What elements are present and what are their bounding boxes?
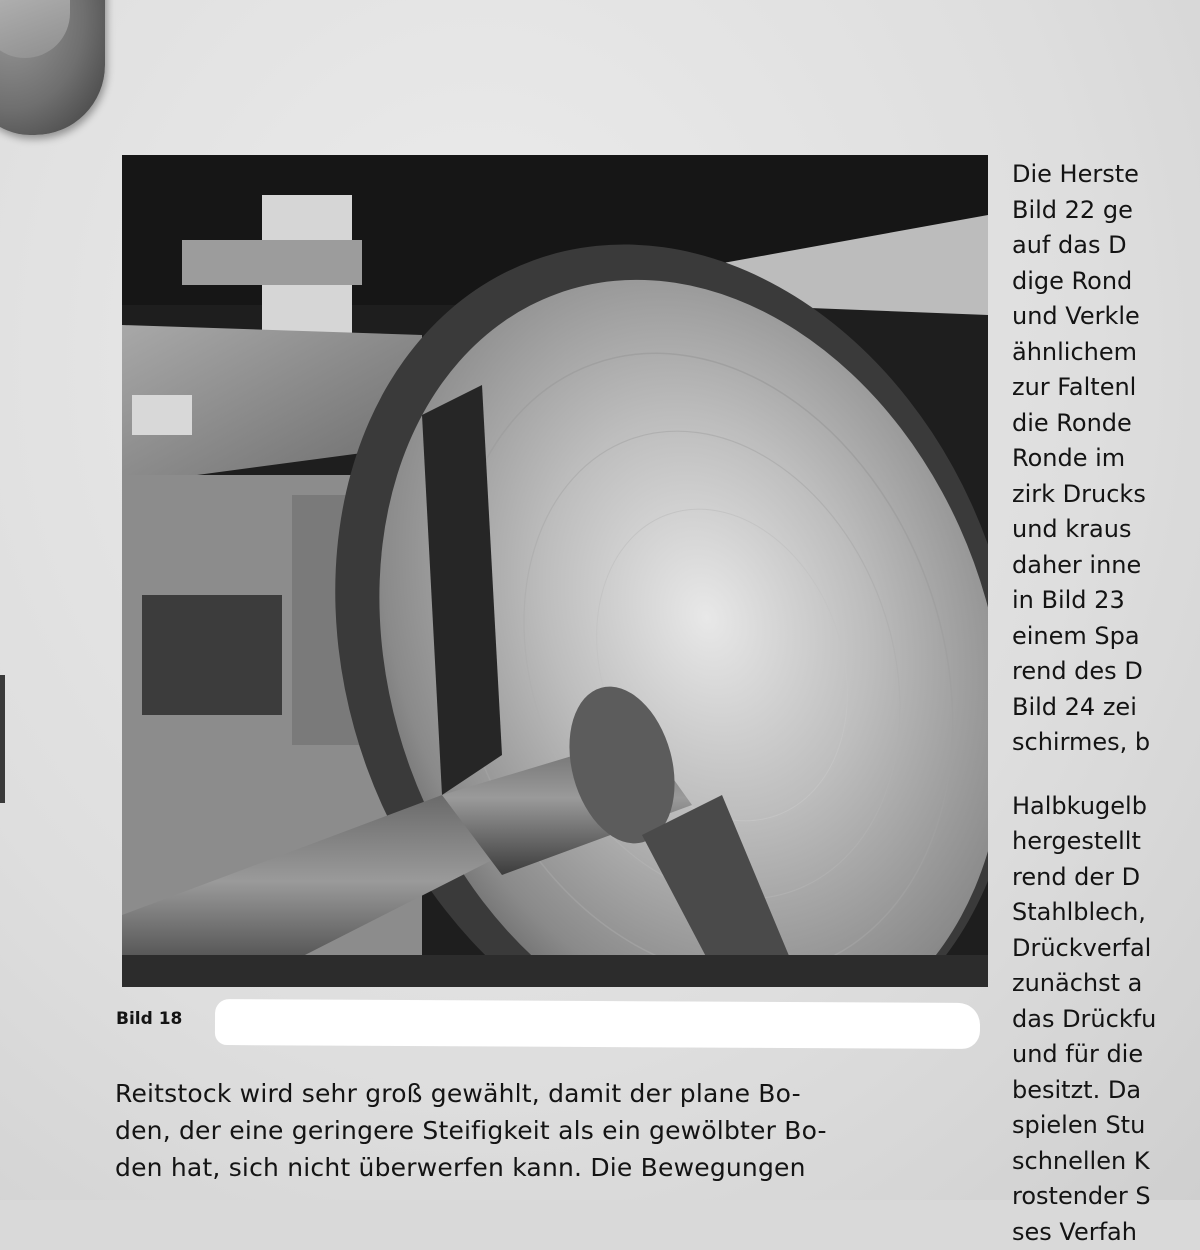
thumb: [0, 0, 105, 135]
column-line: daher inne: [1012, 548, 1200, 584]
column-line: Die Herste: [1012, 157, 1200, 193]
column-line: und Verkle: [1012, 299, 1200, 335]
column-line: schnellen K: [1012, 1144, 1200, 1180]
column-line: zirk Drucks: [1012, 477, 1200, 513]
column-line: Ronde im: [1012, 441, 1200, 477]
column-line: einem Spa: [1012, 619, 1200, 655]
column-line: in Bild 23: [1012, 583, 1200, 619]
column-line: Drückverfal: [1012, 931, 1200, 967]
column-line: das Drückfu: [1012, 1002, 1200, 1038]
photo-metal-spinning-machine: [122, 155, 988, 987]
column-line: und kraus: [1012, 512, 1200, 548]
column-line: auf das D: [1012, 228, 1200, 264]
paragraph-gap: [1012, 761, 1200, 789]
figure-caption-label: Bild 18: [116, 1009, 182, 1029]
column-line: und für die: [1012, 1037, 1200, 1073]
column-line: spielen Stu: [1012, 1108, 1200, 1144]
body-text: [115, 1075, 985, 1186]
column-line: rend des D: [1012, 654, 1200, 690]
body-line: Reitstock wird sehr groß gewählt, damit der plane Bo-: [115, 1075, 985, 1112]
column-line: besitzt. Da: [1012, 1073, 1200, 1109]
column-line: rend der D: [1012, 860, 1200, 896]
column-line: zur Faltenl: [1012, 370, 1200, 406]
caption-redaction: [215, 999, 980, 1049]
column-line: die Ronde: [1012, 406, 1200, 442]
figure-photo: [122, 155, 988, 987]
column-line: Bild 24 zei: [1012, 690, 1200, 726]
column-line: ähnlichem: [1012, 335, 1200, 371]
column-line: Halbkugelb: [1012, 789, 1200, 825]
body-line: den, der eine geringere Steifigkeit als ein gewölbter Bo-: [115, 1112, 985, 1149]
column-line: rostender S: [1012, 1179, 1200, 1215]
column-line: Bild 22 ge: [1012, 193, 1200, 229]
body-line: den hat, sich nicht überwerfen kann. Die Bewegungen: [115, 1149, 985, 1186]
column-line: hergestellt: [1012, 824, 1200, 860]
page-edge-mark: [0, 675, 5, 803]
right-column-text: [1012, 157, 1200, 1250]
column-line: dige Rond: [1012, 264, 1200, 300]
thumbnail-nail: [0, 0, 70, 58]
column-line: schirmes, b: [1012, 725, 1200, 761]
column-line: zunächst a: [1012, 966, 1200, 1002]
column-line: Stahlblech,: [1012, 895, 1200, 931]
column-line: ses Verfah: [1012, 1215, 1200, 1250]
